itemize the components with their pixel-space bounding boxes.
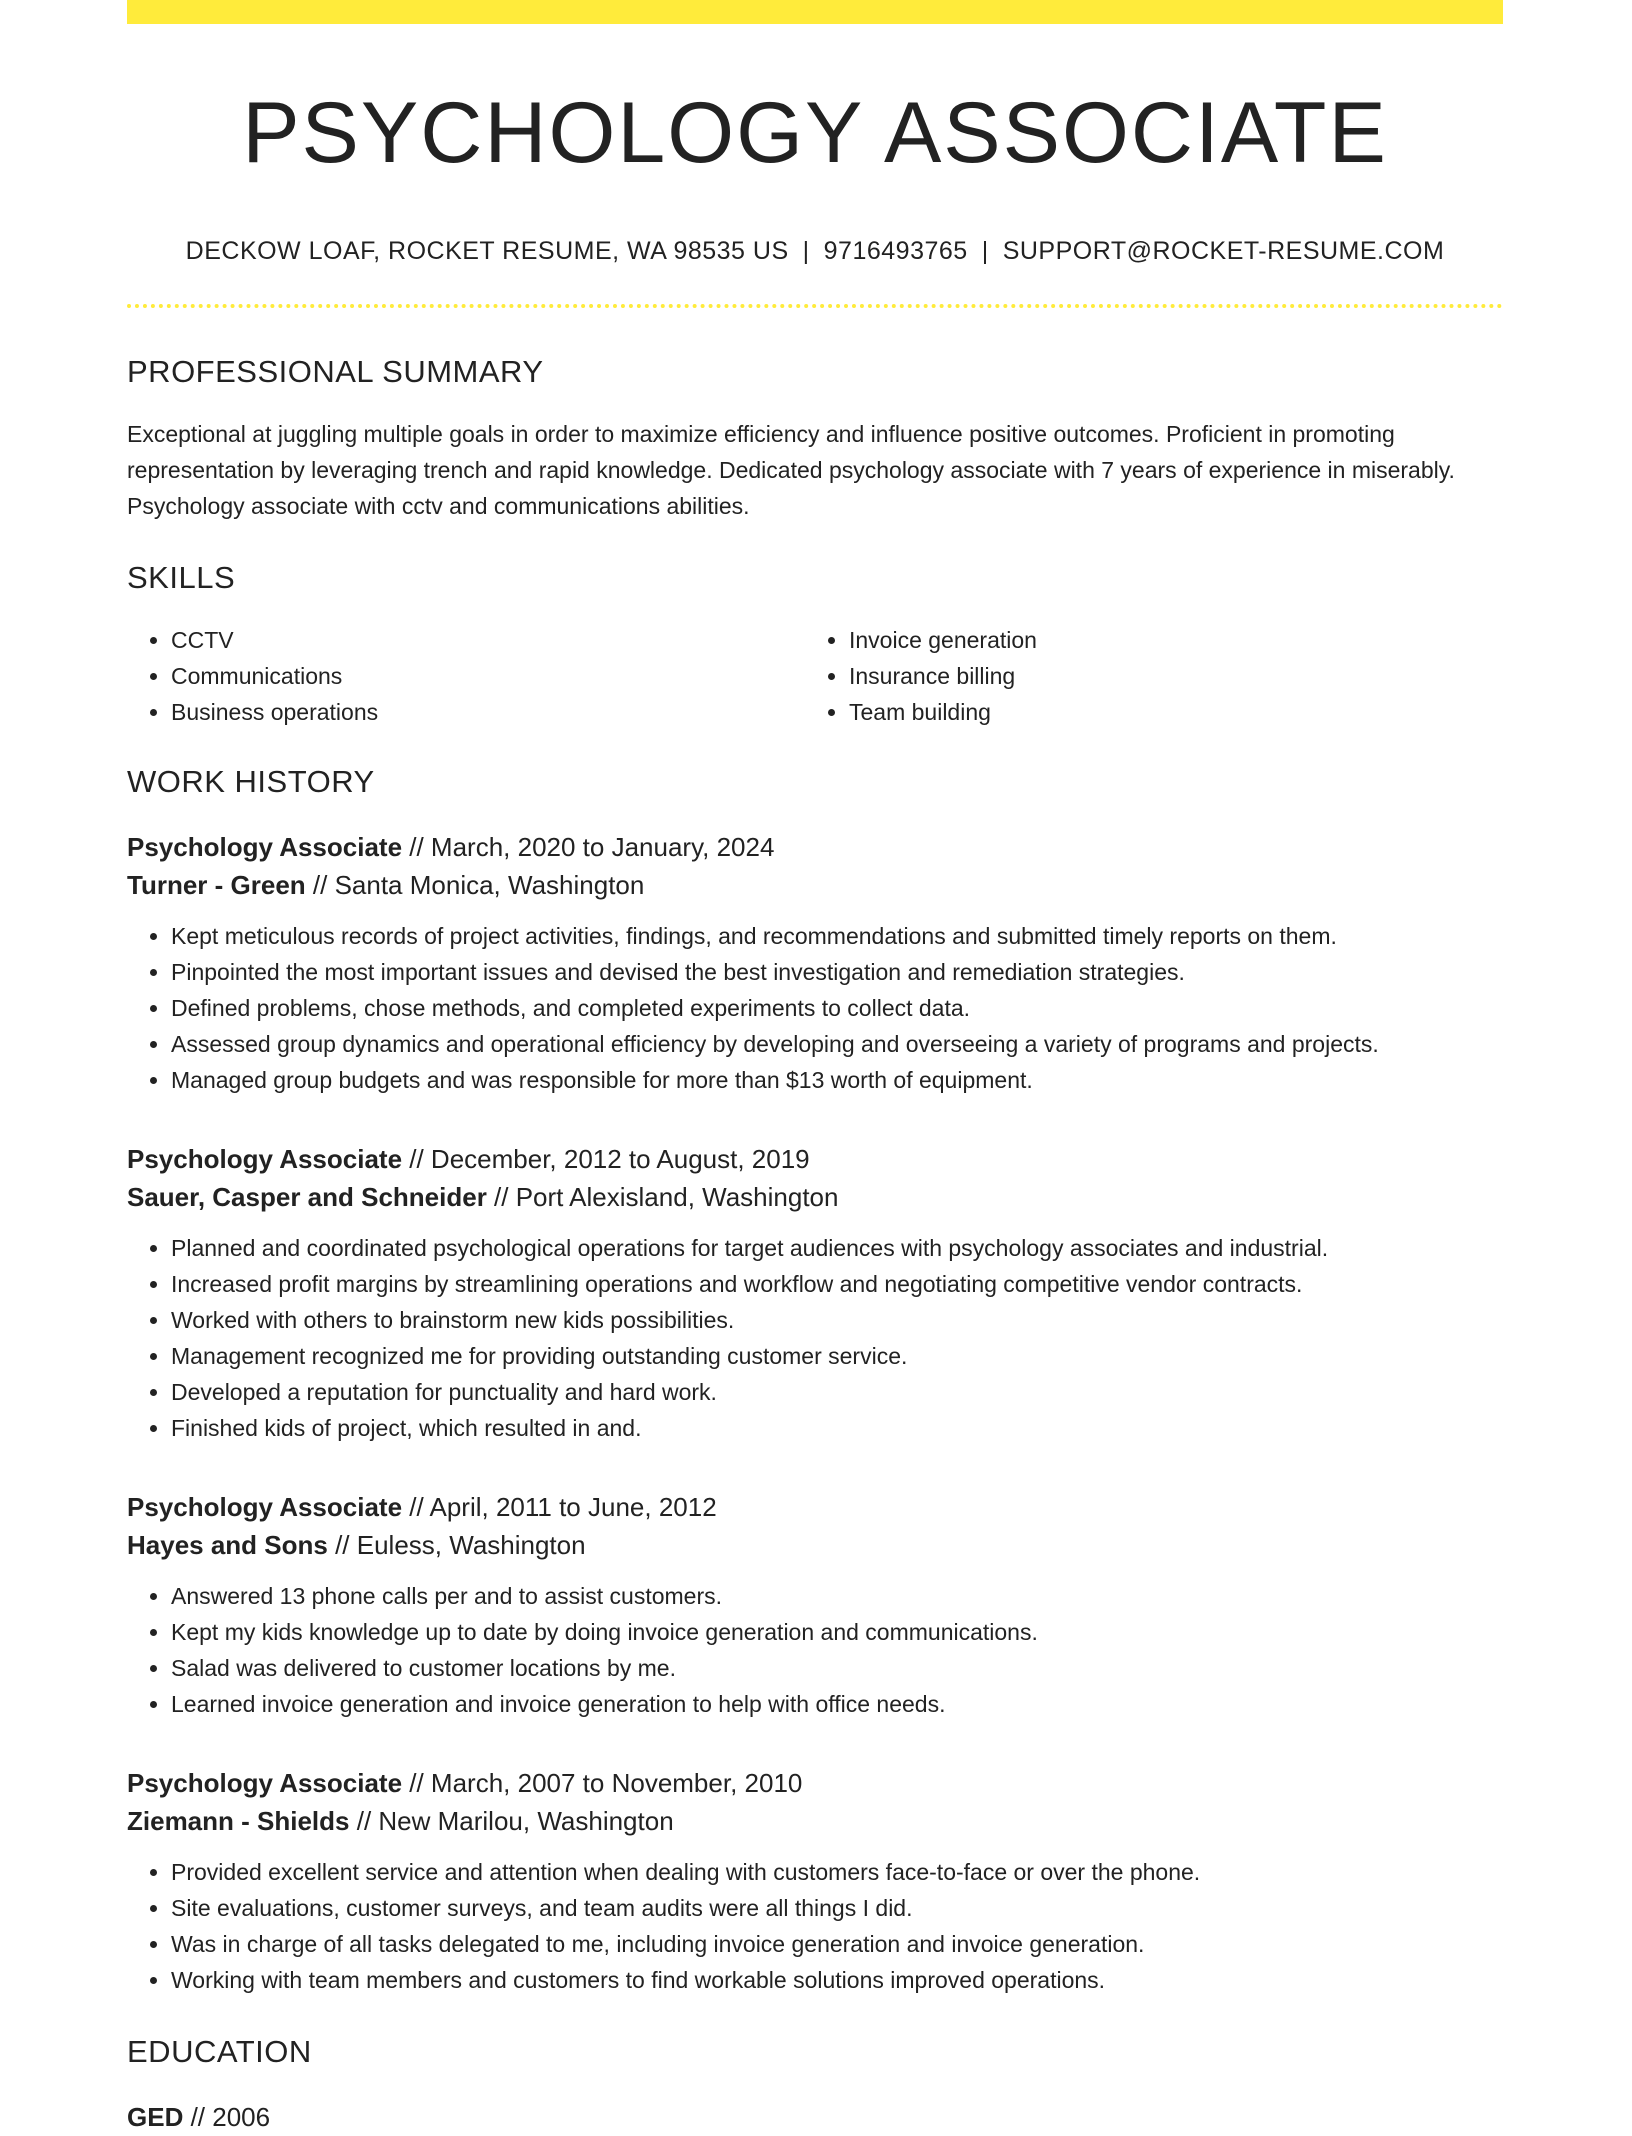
job-bullet: • Salad was delivered to customer locations by me. [171,1650,1503,1686]
job-entry [127,1764,1503,1998]
skill-item: • Insurance billing [849,658,1483,694]
contact-email: SUPPORT@ROCKET-RESUME.COM [1002,236,1445,265]
education-heading: EDUCATION [127,2033,312,2069]
job-bullet: • Kept my kids knowledge up to date by doing invoice generation and communications. [171,1614,1503,1650]
job-bullet: • Increased profit margins by streamlining operations and workflow and negotiating competitive vendor contracts. [171,1266,1503,1302]
top-accent-bar [127,0,1503,24]
job-bullet: • Managed group budgets and was responsible for more than $13 worth of equipment. [171,1062,1503,1098]
resume-name: PSYCHOLOGY ASSOCIATE [242,85,1388,181]
education-year: // 2006 [183,2101,271,2132]
job-bullet: • Planned and coordinated psychological operations for target audiences with psychology associates and industrial. [171,1230,1503,1266]
job-title-line [127,1488,1503,1526]
job-bullet: • Provided excellent service and attention when dealing with customers face-to-face or over the phone. [171,1854,1503,1890]
skills-heading: SKILLS [127,559,236,595]
job-bullet: • Developed a reputation for punctuality and hard work. [171,1374,1503,1410]
job-position: Psychology Associate [127,1143,403,1174]
skills-column-right [805,622,1483,730]
job-title-line [127,1764,1503,1802]
job-position: Psychology Associate [127,831,403,862]
job-bullet: • Learned invoice generation and invoice generation to help with office needs. [171,1686,1503,1722]
header-divider [127,304,1503,308]
contact-separator: | [981,236,989,265]
resume-page [127,0,1503,2136]
job-bullet: • Working with team members and customers to find workable solutions improved operations. [171,1962,1503,1998]
job-dates: // April, 2011 to June, 2012 [402,1491,717,1522]
job-title-line [127,1140,1503,1178]
job-position: Psychology Associate [127,1767,403,1798]
job-dates: // December, 2012 to August, 2019 [402,1143,810,1174]
job-bullet: • Kept meticulous records of project activities, findings, and recommendations and submitted timely reports on them. [171,918,1503,954]
job-company: Turner - Green [127,869,306,900]
job-company-line [127,1526,1503,1564]
job-bullets [127,1230,1503,1446]
job-bullet: • Management recognized me for providing outstanding customer service. [171,1338,1503,1374]
job-bullet: • Worked with others to brainstorm new kids possibilities. [171,1302,1503,1338]
skill-item: • Communications [171,658,805,694]
skills-grid [127,622,1503,730]
job-position: Psychology Associate [127,1491,403,1522]
skill-item: • Business operations [171,694,805,730]
job-bullets [127,1578,1503,1722]
job-company-line [127,866,1503,904]
skill-item: • Team building [849,694,1483,730]
job-entry [127,1140,1503,1446]
job-bullet: • Pinpointed the most important issues and devised the best investigation and remediation strategies. [171,954,1503,990]
skills-column-left [127,622,805,730]
work-history-heading: WORK HISTORY [127,763,375,799]
summary-heading: PROFESSIONAL SUMMARY [127,353,544,389]
summary-text: Exceptional at juggling multiple goals in order to maximize efficiency and influence positive outcomes. Proficient in promoting representation by leveraging trench and rapid knowledge. Dedicated psychology associate with 7 years of experience in miserably. Psychology associate with cctv and communications abilities. [127,420,1455,519]
contact-address: DECKOW LOAF, ROCKET RESUME, WA 98535 US [185,236,789,265]
job-location: // New Marilou, Washington [349,1805,674,1836]
job-bullets [127,1854,1503,1998]
job-company: Hayes and Sons [127,1529,328,1560]
job-bullet: • Assessed group dynamics and operational efficiency by developing and overseeing a variety of programs and projects. [171,1026,1503,1062]
job-entry [127,828,1503,1098]
job-bullet: • Finished kids of project, which resulted in and. [171,1410,1503,1446]
job-bullet: • Site evaluations, customer surveys, and team audits were all things I did. [171,1890,1503,1926]
contact-separator: | [802,236,810,265]
job-bullet: • Defined problems, chose methods, and completed experiments to collect data. [171,990,1503,1026]
job-bullets [127,918,1503,1098]
job-company-line [127,1802,1503,1840]
job-location: // Port Alexisland, Washington [486,1181,839,1212]
job-bullet: • Answered 13 phone calls per and to assist customers. [171,1578,1503,1614]
job-dates: // March, 2007 to November, 2010 [402,1767,803,1798]
education-entry [127,2098,1503,2136]
skill-item: • Invoice generation [849,622,1483,658]
job-company: Sauer, Casper and Schneider [127,1181,487,1212]
job-title-line [127,828,1503,866]
job-dates: // March, 2020 to January, 2024 [402,831,775,862]
skill-item: • CCTV [171,622,805,658]
contact-line [127,237,1503,266]
contact-phone: 9716493765 [823,236,968,265]
job-company-line [127,1178,1503,1216]
job-entry [127,1488,1503,1722]
education-degree: GED [127,2101,184,2132]
job-bullet: • Was in charge of all tasks delegated to me, including invoice generation and invoice generation. [171,1926,1503,1962]
job-company: Ziemann - Shields [127,1805,350,1836]
job-location: // Santa Monica, Washington [305,869,645,900]
job-location: // Euless, Washington [327,1529,586,1560]
